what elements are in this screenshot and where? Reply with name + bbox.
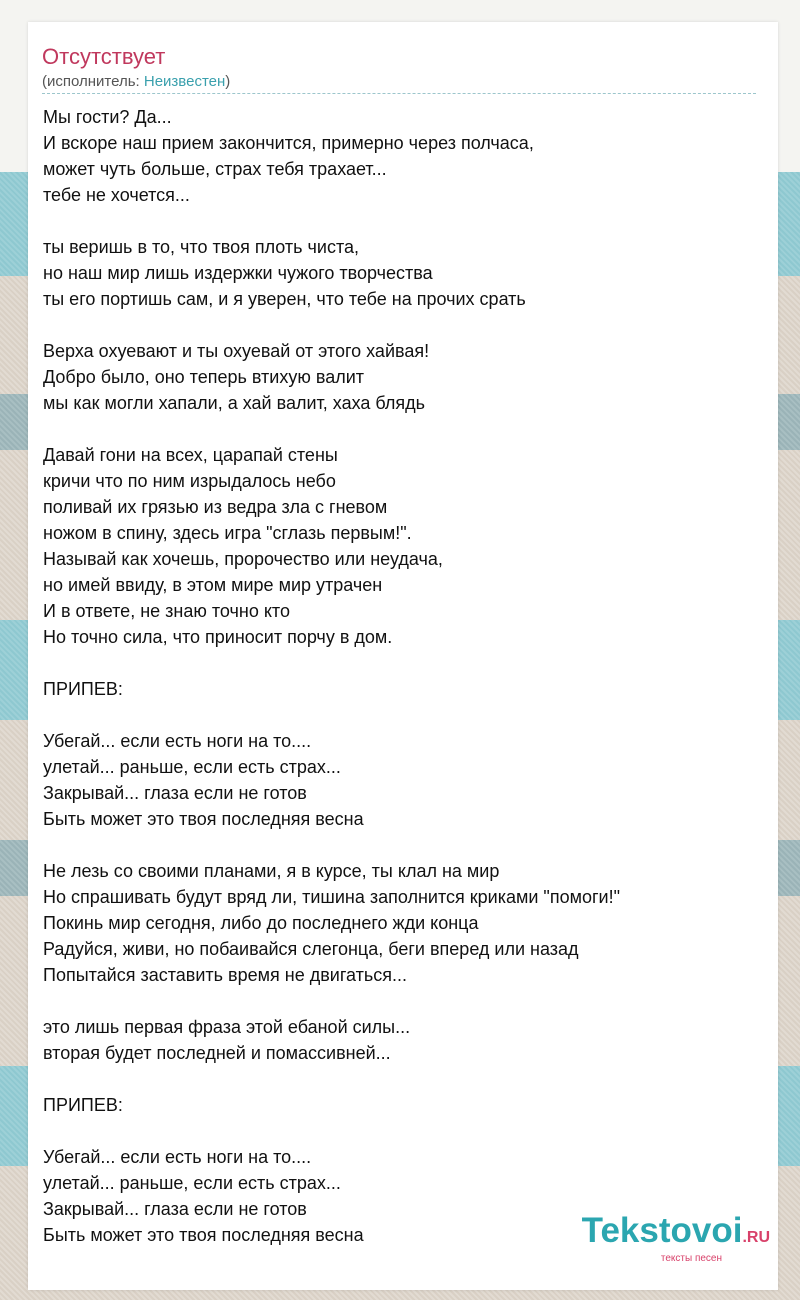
logo-tagline: тексты песен bbox=[660, 1253, 722, 1264]
logo-wordmark bbox=[582, 1213, 770, 1256]
site-logo[interactable] bbox=[582, 1213, 770, 1264]
lyrics-card bbox=[28, 22, 778, 1290]
song-title: Отсутствует bbox=[42, 44, 166, 69]
lyrics-text: Мы гости? Да... И вскоре наш прием закончится, примерно через полчаса, может чуть больше, страх тебя трахает... тебе не хочется... ты веришь в то, что твоя плоть чиста, но наш мир лишь издержки чужого творчества ты его портишь сам, и я уверен, что тебе на прочих срать Верха охуевают и ты охуевай от этого хайвая! Добро было, оно теперь втихую валит мы как могли хапали, а хай валит, хаха блядь Давай гони на всех, царапай стены кричи что по ним изрыдалось небо поливай их грязью из ведра зла с гневом ножом в спину, здесь игра "сглазь первым!". Называй как хочешь, пророчество или неудача, но имей ввиду, в этом мире мир утрачен И в ответе, не знаю точно кто Но точно сила, что приносит порчу в дом. ПРИПЕВ: Убегай... если есть ноги на то.... улетай... раньше, если есть страх... Закрывай... глаза если не готов Быть может это твоя последняя весна Не лезь со своими планами, я в курсе, ты клал на мир Но спрашивать будут вряд ли, тишина заполнится криками "помоги!" Покинь мир сегодня, либо до последнего жди конца Радуйся, живи, но побаивайся слегонца, беги вперед или назад Попытайся заставить время не двигаться... это лишь первая фраза этой ебаной силы... вторая будет последней и помассивней... ПРИПЕВ: Убегай... если есть ноги на то.... улетай... раньше, если есть страх... Закрывай... глаза если не готов Быть может это твоя последняя весна bbox=[43, 107, 620, 1245]
artist-link[interactable]: Неизвестен bbox=[143, 73, 226, 90]
dashed-divider bbox=[42, 93, 756, 94]
artist-prefix: (исполнитель: bbox=[42, 73, 144, 90]
logo-domain: .RU bbox=[742, 1229, 770, 1246]
logo-name: Tekstovoi bbox=[581, 1211, 743, 1250]
artist-suffix: ) bbox=[225, 73, 231, 90]
artist-line bbox=[42, 72, 230, 92]
